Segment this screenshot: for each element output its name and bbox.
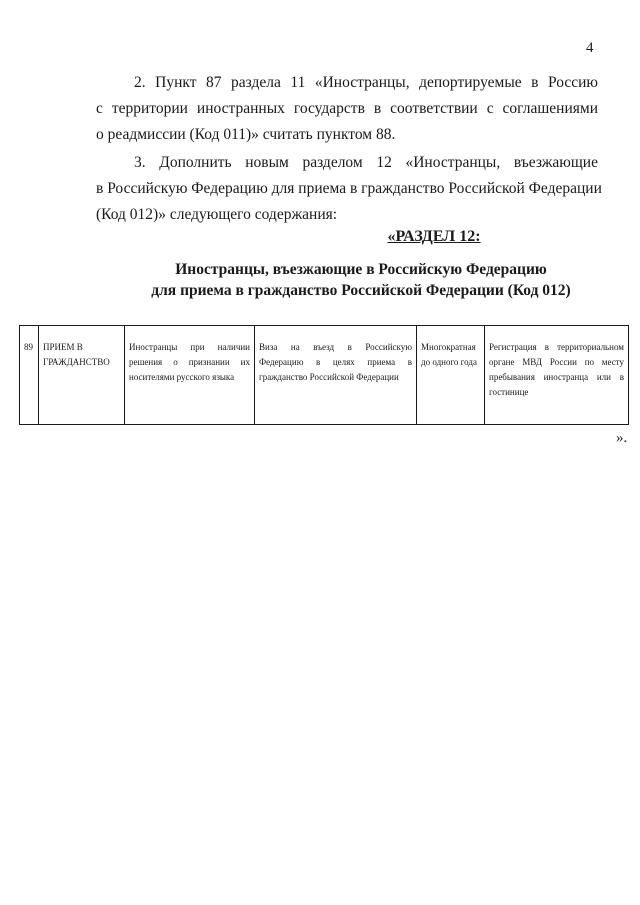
item-2-paragraph <box>96 70 598 148</box>
section-heading <box>0 228 640 246</box>
description-cell: Иностранцы при наличии решения о признании их носителями русского языка <box>125 326 255 425</box>
page-number: 4 <box>586 40 594 56</box>
section-table <box>19 325 629 425</box>
item-2-line-2: с территории иностранных государств в соответствии с соглашениями <box>96 100 598 117</box>
category-cell: ПРИЕМ В ГРАЖДАНСТВО <box>39 326 125 425</box>
row-number-cell: 89 <box>20 326 39 425</box>
item-2-line-3: о реадмиссии (Код 011)» считать пунктом 88. <box>96 126 396 143</box>
section-title-line-1: Иностранцы, въезжающие в Российскую Федерацию <box>175 261 547 278</box>
item-3-line-1: 3. Дополнить новым разделом 12 «Иностранцы, въезжающие <box>134 154 598 171</box>
visa-cell: Виза на въезд в Российскую Федерацию в целях приема в гражданство Российской Федерации <box>255 326 417 425</box>
item-3-line-2: в Российскую Федерацию для приема в гражданство Российской Федерации <box>96 180 602 197</box>
table-row <box>20 326 629 425</box>
multiplicity-cell: Многократная до одного года <box>417 326 485 425</box>
item-3-line-3: (Код 012)» следующего содержания: <box>96 206 338 223</box>
section-title-line-2: для приема в гражданство Российской Федерации (Код 012) <box>151 282 571 299</box>
closing-quote: ». <box>616 430 628 446</box>
section-title <box>0 259 640 301</box>
item-2-line-1: 2. Пункт 87 раздела 11 «Иностранцы, депортируемые в Россию <box>134 74 598 91</box>
registration-cell: Регистрация в территориальном органе МВД России по месту пребывания иностранца или в гостинице <box>485 326 629 425</box>
section-heading-text: «РАЗДЕЛ 12: <box>387 228 481 245</box>
item-3-paragraph <box>96 150 602 228</box>
